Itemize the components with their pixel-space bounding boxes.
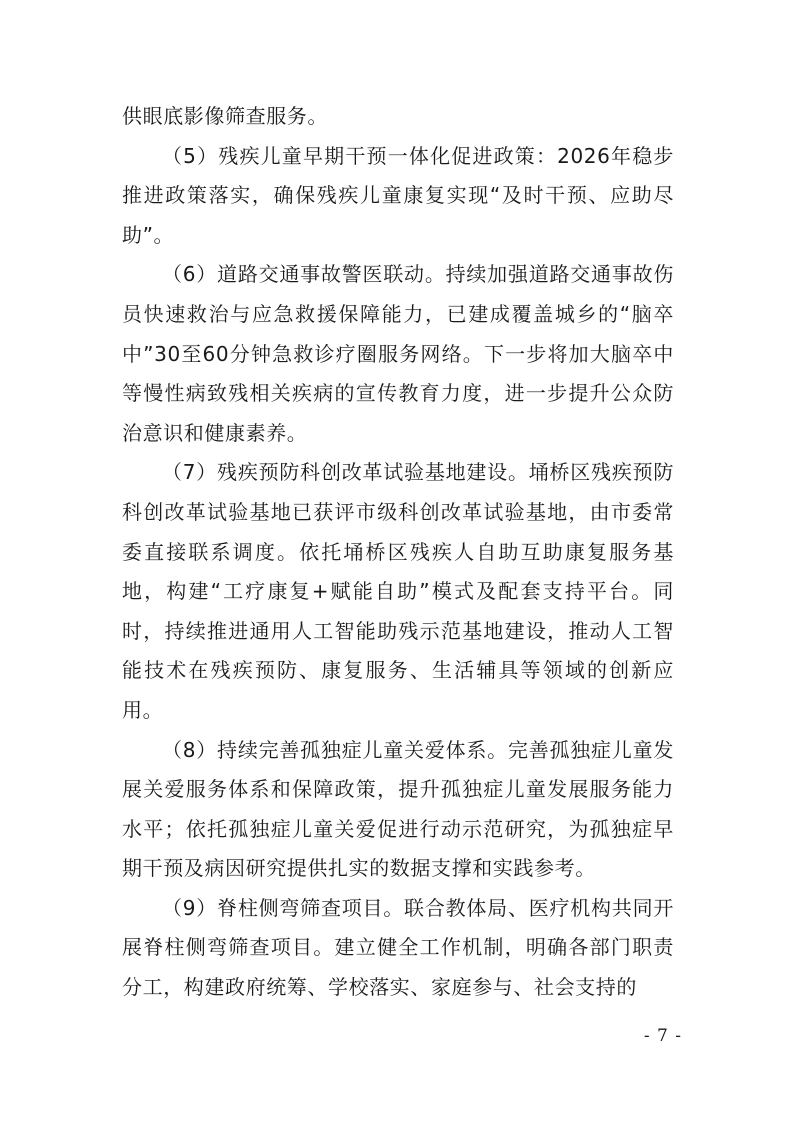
page-number: - 7 -: [643, 1026, 682, 1046]
paragraph-item-9: （9）脊柱侧弯筛查项目。联合教体局、医疗机构共同开展脊柱侧弯筛查项目。建立健全工作机制，明确各部门职责分工，构建政府统筹、学校落实、家庭参与、社会支持的: [122, 895, 674, 1000]
paragraph-item-8: （8）持续完善孤独症儿童关爱体系。完善孤独症儿童发展关爱服务体系和保障政策，提升孤独症儿童发展服务能力水平；依托孤独症儿童关爱促进行动示范研究，为孤独症早期干预及病因研究提供扎实的数据支撑和实践参考。: [122, 737, 674, 881]
paragraph-continuation: 供眼底影像筛查服务。: [122, 104, 328, 128]
body-text: [122, 97, 674, 1008]
paragraph-item-5: （5）残疾儿童早期干预一体化促进政策：2026年稳步推进政策落实，确保残疾儿童康复实现“及时干预、应助尽助”。: [122, 143, 674, 247]
paragraph-item-6: （6）道路交通事故警医联动。持续加强道路交通事故伤员快速救治与应急救援保障能力，已建成覆盖城乡的“脑卒中”30至60分钟急救诊疗圈服务网络。下一步将加大脑卒中等慢性病致残相关疾病的宣传教育力度，进一步提升公众防治意识和健康素养。: [122, 262, 674, 445]
paragraph-item-7: （7）残疾预防科创改革试验基地建设。埇桥区残疾预防科创改革试验基地已获评市级科创改革试验基地，由市委常委直接联系调度。依托埇桥区残疾人自助互助康复服务基地，构建“工疗康复+赋能自助”模式及配套支持平台。同时，持续推进通用人工智能助残示范基地建设，推动人工智能技术在残疾预防、康复服务、生活辅具等领域的创新应用。: [122, 460, 674, 722]
